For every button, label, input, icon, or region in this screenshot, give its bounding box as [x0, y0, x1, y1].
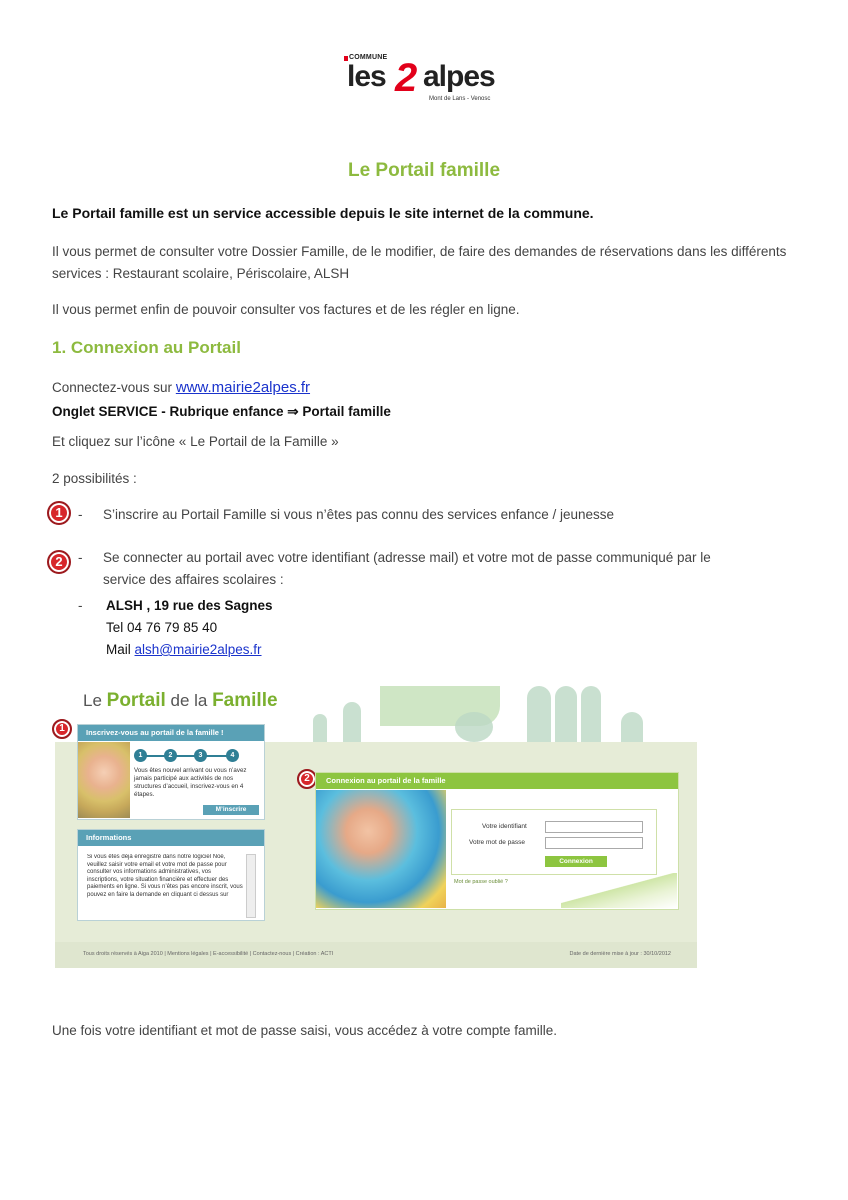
children-photo: [316, 790, 446, 908]
option-register-text: S’inscrire au Portail Famille si vous n’êtes pas connu des services enfance / jeunesse: [103, 507, 615, 522]
identifiant-input[interactable]: [545, 821, 643, 833]
step-dot: 1: [134, 749, 147, 762]
login-header: Connexion au portail de la famille: [316, 773, 678, 789]
password-label: Votre mot de passe: [469, 839, 526, 846]
registration-steps: [134, 749, 258, 763]
step-badge-2: 2: [47, 550, 71, 574]
step-dot: 2: [164, 749, 177, 762]
login-form: [451, 809, 657, 875]
decorative-cyclist: [455, 712, 493, 742]
step-badge-1: 1: [47, 501, 71, 525]
registration-text: Vous êtes nouvel arrivant ou vous n’avez jamais participé aux activités de nos structures d’accueil, inscrivez-vous en 4 étapes.: [134, 767, 247, 798]
register-button[interactable]: M’inscrire: [203, 805, 259, 815]
informations-scrollbar[interactable]: [246, 854, 256, 918]
decorative-wave: [561, 873, 677, 908]
paragraph-services: Il vous permet de consulter votre Dossier Famille, de le modifier, de faire des demandes de réservations dans les différents services : Restaurant scolaire, Périscolaire, ALSH: [52, 244, 787, 281]
alsh-phone: Tel 04 76 79 85 40: [106, 620, 218, 635]
identifiant-label: Votre identifiant: [482, 823, 527, 830]
alsh-mail-label: Mail: [106, 642, 135, 657]
password-input[interactable]: [545, 837, 643, 849]
logo-alpes: alpes: [423, 60, 495, 93]
lead-paragraph: Le Portail famille est un service accessible depuis le site internet de la commune.: [52, 205, 594, 221]
informations-panel: [77, 829, 265, 921]
logo-les: les: [347, 60, 386, 93]
steps-line: [140, 755, 238, 757]
logo-subtitle: Mont de Lans - Venosc: [429, 96, 491, 102]
onglet-instruction: Onglet SERVICE - Rubrique enfance ⇒ Portail famille: [52, 404, 391, 419]
possibilities-label: 2 possibilités :: [52, 471, 137, 486]
paragraph-invoices: Il vous permet enfin de pouvoir consulter vos factures et de les régler en ligne.: [52, 302, 520, 317]
footer-update-date: Date de dernière mise à jour : 30/10/2012: [569, 951, 671, 957]
decorative-figure: [581, 686, 601, 742]
step-dot: 3: [194, 749, 207, 762]
website-link[interactable]: www.mairie2alpes.fr: [175, 379, 311, 396]
click-icon-instruction: Et cliquez sur l’icône « Le Portail de la Famille »: [52, 434, 339, 449]
step-badge-2: 2: [297, 769, 317, 789]
section-heading-connexion: 1. Connexion au Portail: [52, 338, 241, 357]
login-panel: [315, 772, 679, 910]
alsh-mail-line: [106, 642, 262, 657]
page-title: Le Portail famille: [347, 160, 501, 181]
informations-text: Si vous êtes déjà enregistré dans notre logiciel Noé, veuillez saisir votre email et votre mot de passe pour consulter vos informations administratives, vos inscriptions, votre situation financière et effectuer des paiements en ligne. Si vous n’êtes pas encore inscrit, vous pouvez en faire la demande en cliquant ci dessus sur: [87, 854, 243, 898]
logo-two: 2: [395, 56, 418, 100]
alsh-address: ALSH , 19 rue des Sagnes: [106, 598, 273, 613]
closing-paragraph: Une fois votre identifiant et mot de passe saisi, vous accédez à votre compte famille.: [52, 1023, 557, 1038]
logo-commune: COMMUNE: [349, 54, 388, 61]
registration-panel: [77, 724, 265, 820]
brand-middle: de la: [165, 691, 213, 710]
option-dash: -: [78, 507, 83, 522]
forgot-password-link[interactable]: Mot de passe oublié ?: [454, 879, 508, 885]
child-photo: [78, 742, 130, 818]
portal-footer: [55, 942, 697, 968]
brand-prefix: Le: [83, 691, 107, 710]
informations-header: Informations: [78, 830, 264, 846]
decorative-figure: [343, 702, 361, 742]
decorative-figure: [555, 686, 577, 742]
step-badge-1: 1: [52, 719, 72, 739]
login-button[interactable]: Connexion: [545, 856, 607, 867]
portal-screenshot: [55, 686, 697, 968]
commune-logo: [343, 52, 505, 110]
option-dash: -: [78, 550, 83, 565]
portal-brand: [83, 690, 278, 712]
alsh-mail-link[interactable]: alsh@mairie2alpes.fr: [134, 642, 262, 657]
step-dot: 4: [226, 749, 239, 762]
decorative-figure: [527, 686, 551, 742]
brand-famille: Famille: [212, 690, 278, 711]
decorative-dog: [621, 712, 643, 742]
brand-portail: Portail: [106, 690, 166, 711]
footer-links: Tous droits réservés à Aiga 2010 | Mentions légales | E-accessibilité | Contactez-nous | Création : ACTI: [83, 951, 334, 957]
alsh-dash: -: [78, 598, 83, 613]
connect-prefix: Connectez-vous sur: [52, 380, 176, 395]
decorative-figure: [313, 714, 327, 742]
option-login-text-line2: service des affaires scolaires :: [103, 572, 284, 587]
registration-header: Inscrivez-vous au portail de la famille !: [78, 725, 264, 741]
option-login-text-line1: Se connecter au portail avec votre identifiant (adresse mail) et votre mot de passe communiqué par le: [103, 550, 711, 565]
connect-line: [52, 379, 310, 396]
